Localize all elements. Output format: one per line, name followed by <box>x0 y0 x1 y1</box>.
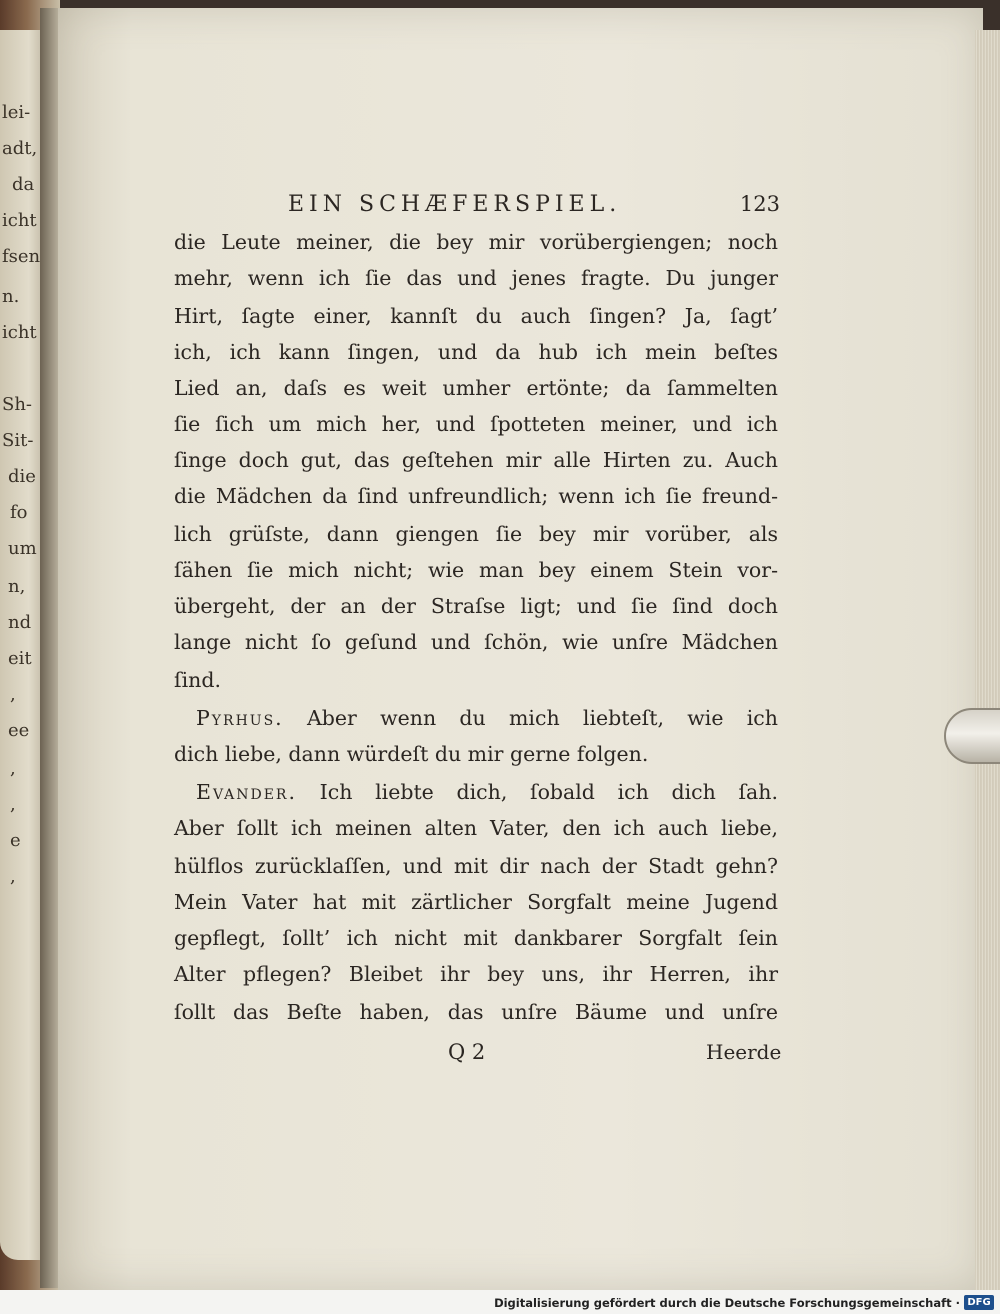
body-line: Mein Vater hat mit zärtlicher Sorgfalt meine Jugend <box>174 890 778 914</box>
body-line: Aber ſollt ich meinen alten Vater, den ich auch liebe, <box>174 816 778 840</box>
left-page-fragment: adt, <box>2 138 38 159</box>
page-number: 123 <box>739 192 780 216</box>
page-stack-edge <box>975 30 1000 1290</box>
credit-text: Digitalisierung gefördert durch die Deutsche Forschungsgemeinschaft · <box>494 1296 960 1310</box>
left-page-fragment: da <box>12 174 35 195</box>
body-line: ſollt das Beſte haben, das unſre Bäume und unſre <box>174 1000 778 1024</box>
left-page-fragment: icht <box>2 322 37 343</box>
left-page-fragment: e <box>10 830 21 851</box>
body-line: lange nicht ſo geſund und ſchön, wie unſre Mädchen <box>174 630 778 654</box>
left-page-fragment: fo <box>10 502 28 523</box>
body-line: Lied an, daſs es weit umher ertönte; da ſammelten <box>174 376 778 400</box>
signature-mark: Q 2 <box>448 1040 486 1064</box>
body-line: die Leute meiner, die bey mir vorübergiengen; noch <box>174 230 778 254</box>
left-page-fragment: um <box>8 538 37 559</box>
catchword: Heerde <box>706 1040 782 1064</box>
body-line: ſind. <box>174 668 221 692</box>
speaker-pyrhus: Pyrhus. <box>196 706 284 730</box>
body-line: Hirt, ſagte einer, kannſt du auch ſingen? Ja, ſagt’ <box>174 304 778 328</box>
body-line: ſinge doch gut, das geſtehen mir alle Hirten zu. Auch <box>174 448 778 472</box>
pyrhus-speech: Aber wenn du mich liebteſt, wie ich <box>306 706 778 730</box>
left-page-fragment: icht <box>2 210 37 231</box>
dfg-logo-icon: DFG <box>964 1295 994 1310</box>
body-line: die Mädchen da ſind unfreundlich; wenn ich ſie freund- <box>174 484 778 508</box>
speaker-evander: Evander. <box>196 780 297 804</box>
dialogue-pyrhus <box>196 700 778 736</box>
left-page-fragment: fsen <box>2 246 41 267</box>
body-line: ſie ſich um mich her, und ſpotteten meiner, und ich <box>174 412 778 436</box>
left-page-fragment: ee <box>8 720 30 741</box>
left-page-fragment: , <box>10 866 16 887</box>
body-line: Alter pflegen? Bleibet ihr bey uns, ihr Herren, ihr <box>174 962 778 986</box>
body-line: übergeht, der an der Straſse ligt; und ſie ſind doch <box>174 594 778 618</box>
body-line: ſähen ſie mich nicht; wie man bey einem Stein vor- <box>174 558 778 582</box>
body-line: gepflegt, ſollt’ ich nicht mit dankbarer Sorgfalt ſein <box>174 926 778 950</box>
left-page-fragment: eit <box>8 648 32 669</box>
bookmark-clip <box>944 708 1000 764</box>
credit-bar <box>0 1290 1000 1314</box>
dialogue-evander <box>196 774 778 810</box>
left-page-fragment: Sit- <box>2 430 34 451</box>
body-line: lich grüſste, dann giengen ſie bey mir vorüber, als <box>174 522 778 546</box>
evander-speech: Ich liebte dich, ſobald ich dich ſah. <box>319 780 778 804</box>
left-page-fragment: Sh- <box>2 394 33 415</box>
left-page-fragment: , <box>10 758 16 779</box>
body-line: dich liebe, dann würdeſt du mir gerne folgen. <box>174 742 649 766</box>
left-page-fragment: n, <box>8 576 26 597</box>
page-header <box>280 192 780 222</box>
running-title: EIN SCHÆFERSPIEL. <box>288 192 622 217</box>
left-page-fragment: nd <box>8 612 32 633</box>
left-page-fragment: die <box>8 466 36 487</box>
body-line: mehr, wenn ich ſie das und jenes fragte. Du junger <box>174 266 778 290</box>
body-line: hülflos zurücklaſſen, und mit dir nach der Stadt gehn? <box>174 854 778 878</box>
left-page-fragment: lei- <box>2 102 31 123</box>
left-page-fragment: n. <box>2 286 20 307</box>
left-page-fragment: , <box>10 794 16 815</box>
body-line: ich, ich kann ſingen, und da hub ich mein beſtes <box>174 340 778 364</box>
left-page-fragment: , <box>10 684 16 705</box>
